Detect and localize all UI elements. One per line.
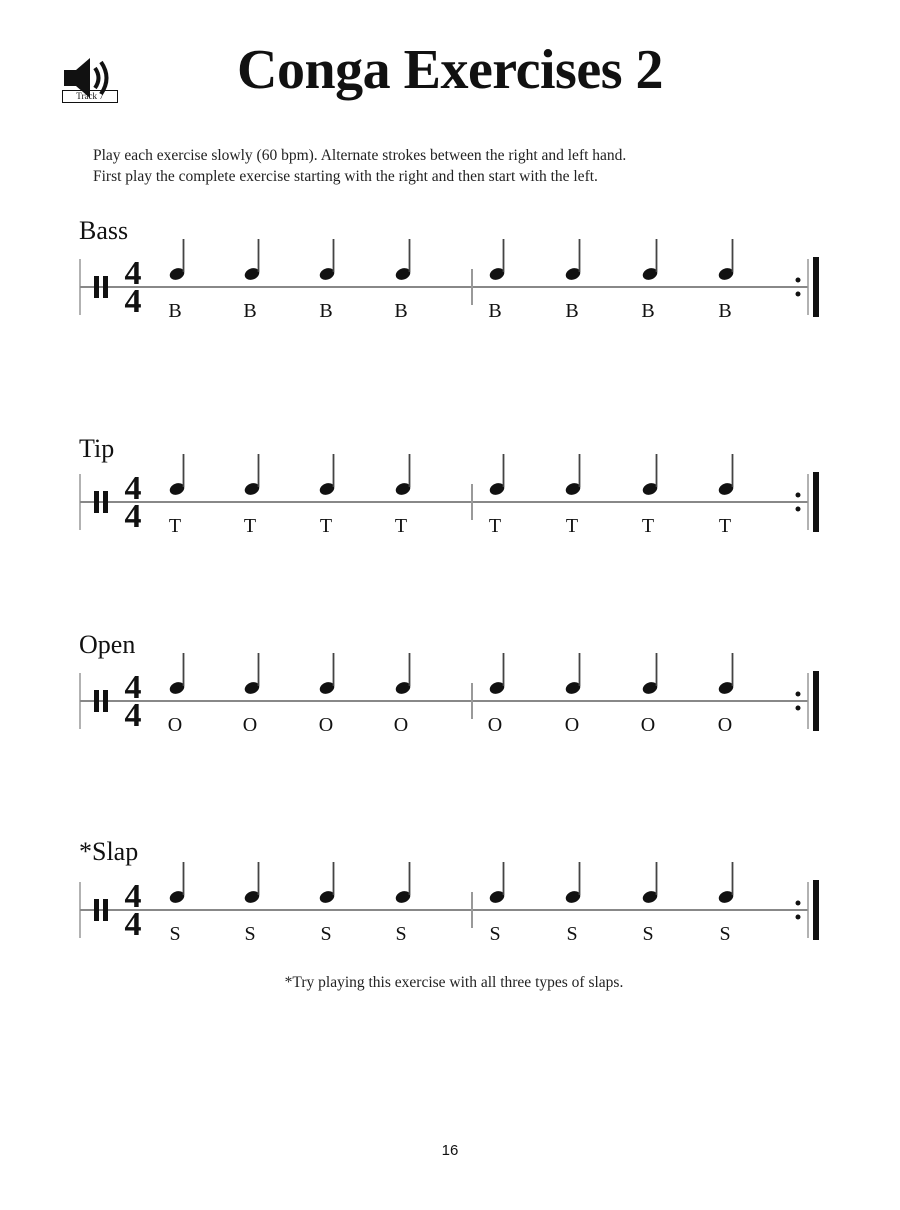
staff [0,227,900,347]
stroke-label: S [566,923,578,945]
quarter-note [488,653,506,696]
stroke-label: O [167,714,183,736]
exercise-label: Bass [79,216,129,245]
quarter-note [394,653,412,696]
quarter-note [564,239,582,282]
quarter-note [488,454,506,497]
quarter-note [394,862,412,905]
quarter-note [394,239,412,282]
quarter-note [394,454,412,497]
stroke-label: B [243,300,257,322]
stroke-label: S [489,923,501,945]
time-signature-top: 4 [124,470,142,507]
time-signature-bottom: 4 [124,498,142,535]
time-signature-bottom: 4 [124,283,142,320]
stroke-label: O [393,714,409,736]
quarter-note [641,653,659,696]
quarter-note [168,454,186,497]
quarter-note [717,653,735,696]
quarter-note [564,862,582,905]
staff [0,641,900,761]
stroke-label: T [243,515,257,537]
quarter-note [318,653,336,696]
quarter-note [488,862,506,905]
stroke-label: O [564,714,580,736]
stroke-label: B [168,300,182,322]
stroke-label: S [642,923,654,945]
quarter-note [243,653,261,696]
time-signature-top: 4 [124,878,142,915]
quarter-note [318,454,336,497]
quarter-note [243,454,261,497]
stroke-label: T [718,515,732,537]
exercise-label: Tip [79,434,115,463]
page-number: 16 [441,1142,459,1159]
stroke-label: S [169,923,181,945]
stroke-label: O [318,714,334,736]
page-title: Conga Exercises 2 [237,39,663,101]
stroke-label: O [242,714,258,736]
quarter-note [168,862,186,905]
stroke-label: T [394,515,408,537]
stroke-label: B [718,300,732,322]
quarter-note [168,653,186,696]
stroke-label: T [488,515,502,537]
stroke-label: S [320,923,332,945]
time-signature-bottom: 4 [124,697,142,734]
time-signature-top: 4 [124,255,142,292]
quarter-note [641,862,659,905]
stroke-label: B [488,300,502,322]
quarter-note [243,239,261,282]
track-label: Track 7 [62,90,118,103]
instructions-line-1: Play each exercise slowly (60 bpm). Alternate strokes between the right and left hand. [93,147,627,164]
quarter-note [243,862,261,905]
exercise-label: Open [79,630,136,659]
quarter-note [564,653,582,696]
stroke-label: T [565,515,579,537]
time-signature-bottom: 4 [124,906,142,943]
quarter-note [717,454,735,497]
stroke-label: B [319,300,333,322]
quarter-note [318,862,336,905]
stroke-label: T [168,515,182,537]
instructions [93,145,833,187]
quarter-note [717,239,735,282]
stroke-label: O [487,714,503,736]
stroke-label: O [717,714,733,736]
quarter-note [717,862,735,905]
exercise-label: *Slap [79,837,139,866]
stroke-label: S [395,923,407,945]
stroke-label: S [719,923,731,945]
quarter-note [564,454,582,497]
stroke-label: O [640,714,656,736]
stroke-label: B [394,300,408,322]
quarter-note [318,239,336,282]
time-signature-top: 4 [124,669,142,706]
staff [0,442,900,562]
stroke-label: T [641,515,655,537]
stroke-label: T [319,515,333,537]
quarter-note [488,239,506,282]
staff [0,850,900,970]
stroke-label: S [244,923,256,945]
stroke-label: B [565,300,579,322]
quarter-note [168,239,186,282]
instructions-line-2: First play the complete exercise starting with the right and then start with the left. [93,168,598,185]
quarter-note [641,454,659,497]
quarter-note [641,239,659,282]
stroke-label: B [641,300,655,322]
footnote: *Try playing this exercise with all three types of slaps. [284,974,624,991]
